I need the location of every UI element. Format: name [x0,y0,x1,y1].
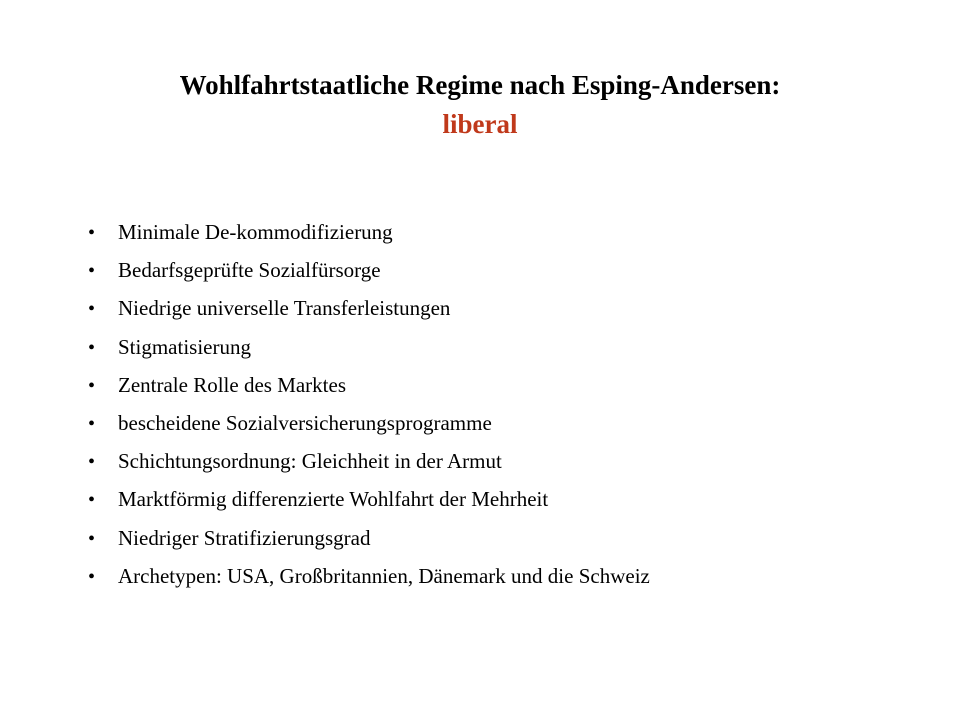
bullet-text: Archetypen: USA, Großbritannien, Dänemark und die Schweiz [118,563,650,588]
bullet-icon: • [88,298,96,321]
bullet-text: Stigmatisierung [118,334,251,359]
bullet-icon: • [88,260,96,283]
bullet-item [88,557,650,595]
bullet-text: Minimale De-kommodifizierung [118,220,393,244]
slide-title-block [0,66,960,144]
bullet-icon: • [88,222,96,244]
bullet-item [88,328,650,366]
bullet-text: Bedarfsgeprüfte Sozialfürsorge [118,258,381,283]
bullet-item [88,480,650,518]
slide-title: Wohlfahrtstaatliche Regime nach Esping-Andersen: [179,70,781,100]
bullet-list [88,213,650,595]
bullet-icon: • [88,527,96,550]
bullet-item [88,213,650,251]
bullet-text: Niedriger Stratifizierungsgrad [118,525,371,550]
slide-subtitle: liberal [442,109,518,139]
bullet-item [88,289,650,327]
bullet-icon: • [88,489,96,512]
bullet-icon: • [88,412,96,435]
bullet-text: Zentrale Rolle des Marktes [118,372,347,397]
bullet-text: bescheidene Sozialversicherungsprogramme [118,410,492,435]
bullet-text: Niedrige universelle Transferleistungen [118,296,451,321]
bullet-item [88,251,650,289]
bullet-item [88,519,650,557]
bullet-icon: • [88,374,96,397]
bullet-text: Schichtungsordnung: Gleichheit in der Armut [118,449,502,474]
bullet-item [88,366,650,404]
bullet-item [88,442,650,480]
bullet-icon: • [88,336,96,359]
bullet-text: Marktförmig differenzierte Wohlfahrt der Mehrheit [118,487,549,512]
bullet-item [88,404,650,442]
bullet-icon: • [88,451,96,474]
bullet-icon: • [88,565,96,588]
